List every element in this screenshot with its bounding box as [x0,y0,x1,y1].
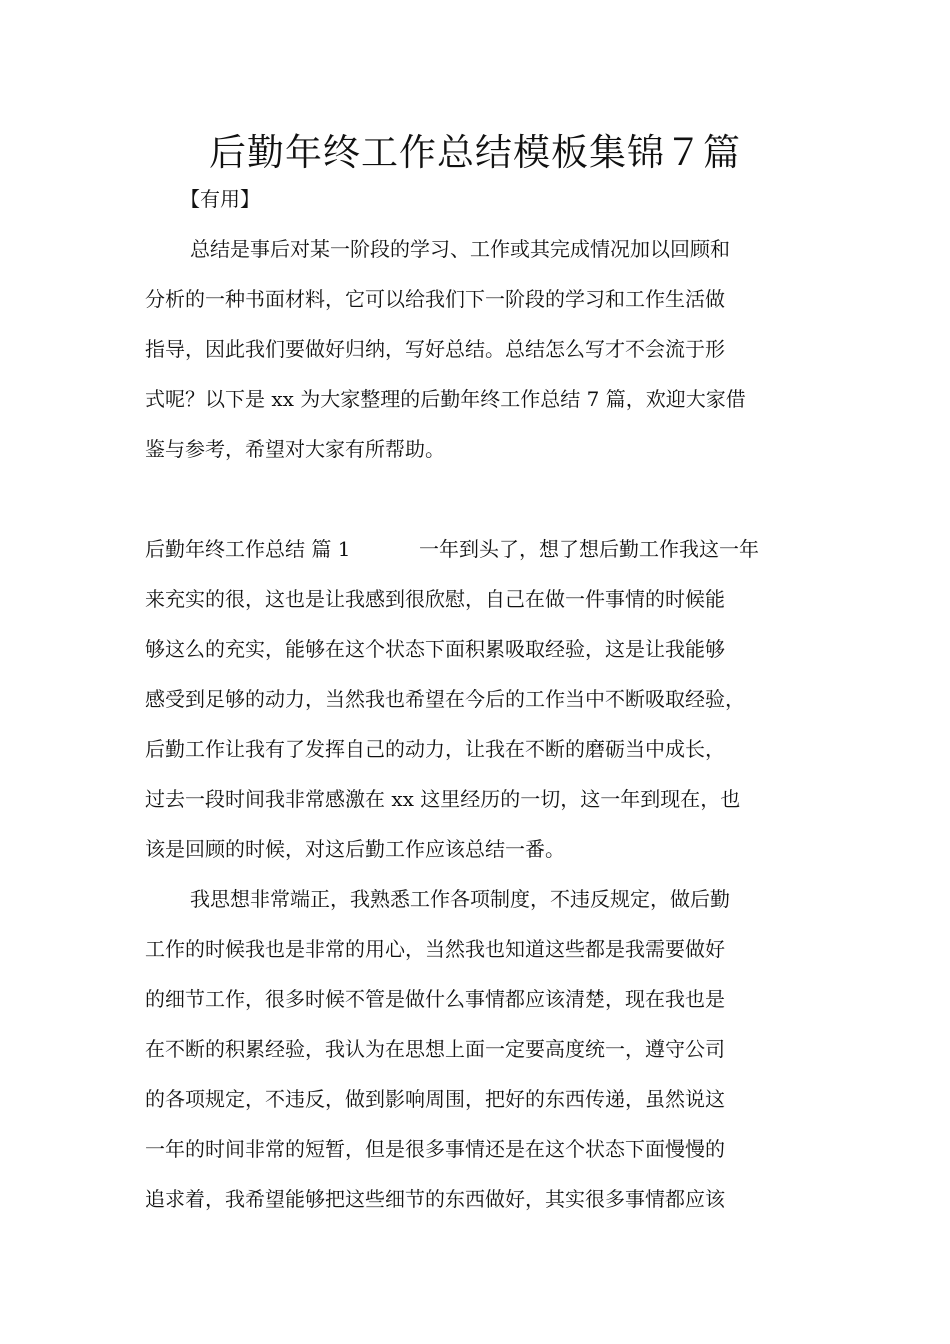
document-title: 后勤年终工作总结模板集锦７篇 [209,131,741,174]
para2-line: 的细节工作，很多时候不管是做什么事情都应该清楚，现在我也是 [145,987,725,1011]
section1-line: 后勤工作让我有了发挥自己的动力，让我在不断的磨砺当中成长， [145,737,725,761]
section1-line: 该是回顾的时候，对这后勤工作应该总结一番。 [145,837,565,861]
para2-line: 在不断的积累经验，我认为在思想上面一定要高度统一，遵守公司 [145,1037,725,1061]
section1-line: 够这么的充实，能够在这个状态下面积累吸取经验，这是让我能够 [145,637,725,661]
section1-first-line [145,534,815,564]
intro-line: 式呢？以下是 xx 为大家整理的后勤年终工作总结 7 篇，欢迎大家借 [145,387,746,411]
section1-first-line-text: 一年到头了，想了想后勤工作我这一年 [419,537,759,561]
intro-line: 总结是事后对某一阶段的学习、工作或其完成情况加以回顾和 [190,237,730,261]
para2-line: 追求着，我希望能够把这些细节的东西做好，其实很多事情都应该 [145,1187,725,1211]
para2-line: 我思想非常端正，我熟悉工作各项制度，不违反规定，做后勤 [190,887,730,911]
section1-heading: 后勤年终工作总结 篇 1 [145,537,351,561]
section1-line: 感受到足够的动力，当然我也希望在今后的工作当中不断吸取经验， [145,687,745,711]
section1-line: 来充实的很，这也是让我感到很欣慰，自己在做一件事情的时候能 [145,587,725,611]
intro-line: 指导，因此我们要做好归纳，写好总结。总结怎么写才不会流于形 [145,337,725,361]
section1-line: 过去一段时间我非常感激在 xx 这里经历的一切，这一年到现在，也 [145,787,741,811]
para2-line: 一年的时间非常的短暂，但是很多事情还是在这个状态下面慢慢的 [145,1137,725,1161]
para2-line: 的各项规定，不违反，做到影响周围，把好的东西传递，虽然说这 [145,1087,725,1111]
document-subtitle: 【有用】 [180,187,260,211]
intro-line: 鉴与参考，希望对大家有所帮助。 [145,437,445,461]
para2-line: 工作的时候我也是非常的用心，当然我也知道这些都是我需要做好 [145,937,725,961]
intro-line: 分析的一种书面材料，它可以给我们下一阶段的学习和工作生活做 [145,287,725,311]
